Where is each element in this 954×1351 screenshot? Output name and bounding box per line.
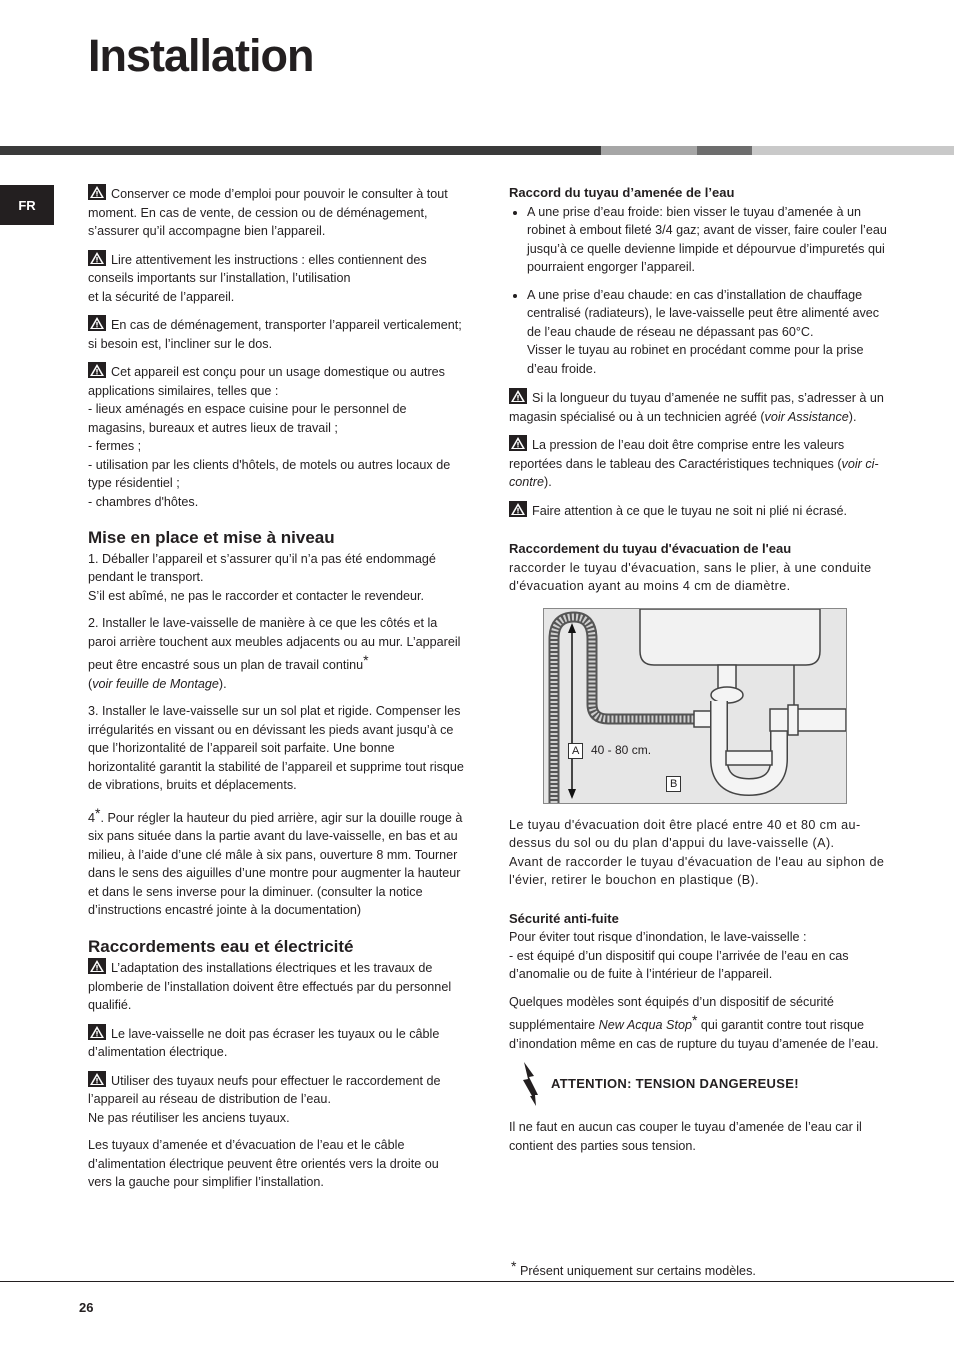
left-column — [88, 184, 466, 1201]
section-heading-raccordements: Raccordements eau et électricité — [88, 936, 354, 956]
right-column — [509, 184, 889, 1164]
drain-hose-figure — [543, 608, 847, 804]
warning-new-hoses: Utiliser des tuyaux neufs pour effectuer le raccordement de l’appareil au réseau de distribution de l’eau. Ne pas réutiliser les anciens tuyaux. — [88, 1071, 466, 1128]
warning-icon — [88, 958, 106, 974]
warning-water-pressure: La pression de l’eau doit être comprise entre les valeurs reportées dans le tableau des Caractéristiques techniques (voir ci-contre). — [509, 435, 889, 492]
siphon-illustration-icon — [544, 609, 846, 803]
attention-text: Il ne faut en aucun cas couper le tuyau d’amenée de l’eau car il contient des parties sous tension. — [509, 1120, 862, 1153]
evacuation-intro: raccorder le tuyau d'évacuation, sans le plier, à une conduite d'évacuation ayant au moins 4 cm de diamètre. — [509, 560, 872, 593]
footer-rule — [0, 1281, 954, 1282]
warning-domestic-use: Cet appareil est conçu pour un usage domestique ou autres applications similaires, telles que : - lieux aménagés en espace cuisine pour le personnel de magasins, bureaux et autres lieux de travail ; - fermes ; - utilisation par les clients d'hôtels, de motels ou autres locaux de type résidentiel ; - chambres d'hôtes. — [88, 362, 466, 511]
figure-label-a: A — [568, 743, 583, 759]
page-number: 26 — [79, 1300, 94, 1315]
figure-label-b: B — [666, 776, 681, 792]
warning-icon — [88, 184, 106, 200]
step-1: 1. Déballer l’appareil et s’assurer qu’il n’a pas été endommagé pendant le transport. S’il est abîmé, ne pas le raccorder et contacter le revendeur. — [88, 551, 436, 603]
list-item: • A une prise d’eau froide: bien visser le tuyau d’amenée à un robinet à embout fileté 3/4 gaz; avant de visser, faire couler l’eau jusqu’à ce quelle devienne limpide et dépourvue d’impuretés qui pourraient engorger l’appareil. — [527, 203, 889, 277]
warning-read-instructions: Lire attentivement les instructions : elles contiennent des conseils importants sur l’installation, l’utilisation et la sécurité de l’appareil. — [88, 250, 466, 307]
evacuation-height-text: Le tuyau d'évacuation doit être placé entre 40 et 80 cm au-dessus du sol ou du plan d'appui du lave-vaisselle (A). — [509, 817, 861, 850]
figure-range-label: 40 - 80 cm. — [591, 742, 652, 757]
warning-icon — [88, 1024, 106, 1040]
footnote: * Présent uniquement sur certains modèles. — [511, 1258, 756, 1278]
warning-qualified-staff: L’adaptation des installations électriques et les travaux de plomberie de l’installation doivent être effectués par du personnel qualifié. — [88, 958, 466, 1015]
warning-icon — [88, 1071, 106, 1087]
warning-icon — [509, 388, 527, 404]
warning-keep-manual: Conserver ce mode d’emploi pour pouvoir le consulter à tout moment. En cas de vente, de cession ou de déménagement, s’assurer qu’il accompagne bien l’appareil. — [88, 184, 466, 241]
attention-block — [521, 1062, 889, 1106]
step-2: 2. Installer le lave-vaisselle de manière à ce que les côtés et la paroi arrière touchent aux meubles adjacents ou au mur. L’appareil peut être encastré sous un plan de travail continu* (voir feuille de Montage). — [88, 616, 461, 691]
section-heading-amenee: Raccord du tuyau d’amenée de l’eau — [509, 185, 735, 200]
warning-icon — [509, 501, 527, 517]
warning-icon — [88, 362, 106, 378]
securite-text: Pour éviter tout risque d’inondation, le lave-vaisselle : - est équipé d’un dispositif qui coupe l’arrivée de l’eau en cas d’anomalie ou de fuite à l’intérieur de l’appareil. — [509, 930, 849, 981]
step-3: 3. Installer le lave-vaisselle sur un sol plat et rigide. Compenser les irrégularités en vissant ou en dévissant les pieds avant jusqu’à ce que l’horizontalité de l’appareil soit parfaite. Une bonne horizontalité garantit la stabilité de l’appareil et supprime tout risque de vibrations, bruits et déplacements. — [88, 704, 464, 792]
warning-icon — [88, 250, 106, 266]
list-item: • A une prise d’eau chaude: en cas d’installation de chauffage centralisé (radiateurs), le lave-vaisselle peut être alimenté avec de l’eau chaude de réseau ne dépassant pas 60°C. Visser le tuyau au robinet en procédant comme pour la prise d’eau froide. — [527, 286, 889, 379]
warning-moving: En cas de déménagement, transporter l’appareil verticalement; si besoin est, l’incliner sur le dos. — [88, 315, 466, 353]
warning-hose-kink: Faire attention à ce que le tuyau ne soit ni plié ni écrasé. — [509, 501, 889, 521]
attention-heading: ATTENTION: TENSION DANGEREUSE! — [551, 1075, 799, 1091]
lightning-bolt-icon — [521, 1062, 539, 1106]
warning-hose-length: Si la longueur du tuyau d’amenée ne suffit pas, s’adresser à un magasin spécialisé ou à un technicien agréé (voir Assistance). — [509, 388, 889, 426]
section-heading-securite: Sécurité anti-fuite — [509, 910, 619, 926]
amenee-list — [509, 203, 889, 379]
section-heading-evacuation: Raccordement du tuyau d'évacuation de l'eau — [509, 541, 792, 556]
evacuation-plug-text: Avant de raccorder le tuyau d'évacuation de l'eau au siphon de l'évier, retirer le bouchon en plastique (B). — [509, 854, 885, 887]
page-title: Installation — [88, 30, 314, 81]
header-rule — [0, 146, 954, 155]
warning-icon — [88, 315, 106, 331]
step-4: 4*. Pour régler la hauteur du pied arrière, agir sur la douille rouge à six pans située dans la partie avant du lave-vaisselle, en bas et au milieu, à l’aide d’une clé mâle à six pans, ouverture 8 mm. Tourner dans le sens des aiguilles d’une montre pour augmenter la hauteur et dans le sens inverse pour la diminuer. (consulter la notice d’instructions encastré jointe à la documentation) — [88, 804, 463, 917]
paragraph-orientation: Les tuyaux d’amenée et d’évacuation de l’eau et le câble d’alimentation électrique peuvent être orientés vers la droite ou vers la gauche pour simplifier l’installation. — [88, 1138, 439, 1189]
language-tab: FR — [0, 185, 54, 225]
warning-icon — [509, 435, 527, 451]
acqua-stop-text: Quelques modèles sont équipés d’un dispositif de sécurité supplémentaire New Acqua Stop* qui garantit contre tout risque d’inondation même en cas de rupture du tuyau d’amenée de l’eau. — [509, 994, 879, 1051]
warning-no-crush: Le lave-vaisselle ne doit pas écraser les tuyaux ou le câble d’alimentation électrique. — [88, 1024, 466, 1062]
section-heading-mise: Mise en place et mise à niveau — [88, 528, 335, 547]
